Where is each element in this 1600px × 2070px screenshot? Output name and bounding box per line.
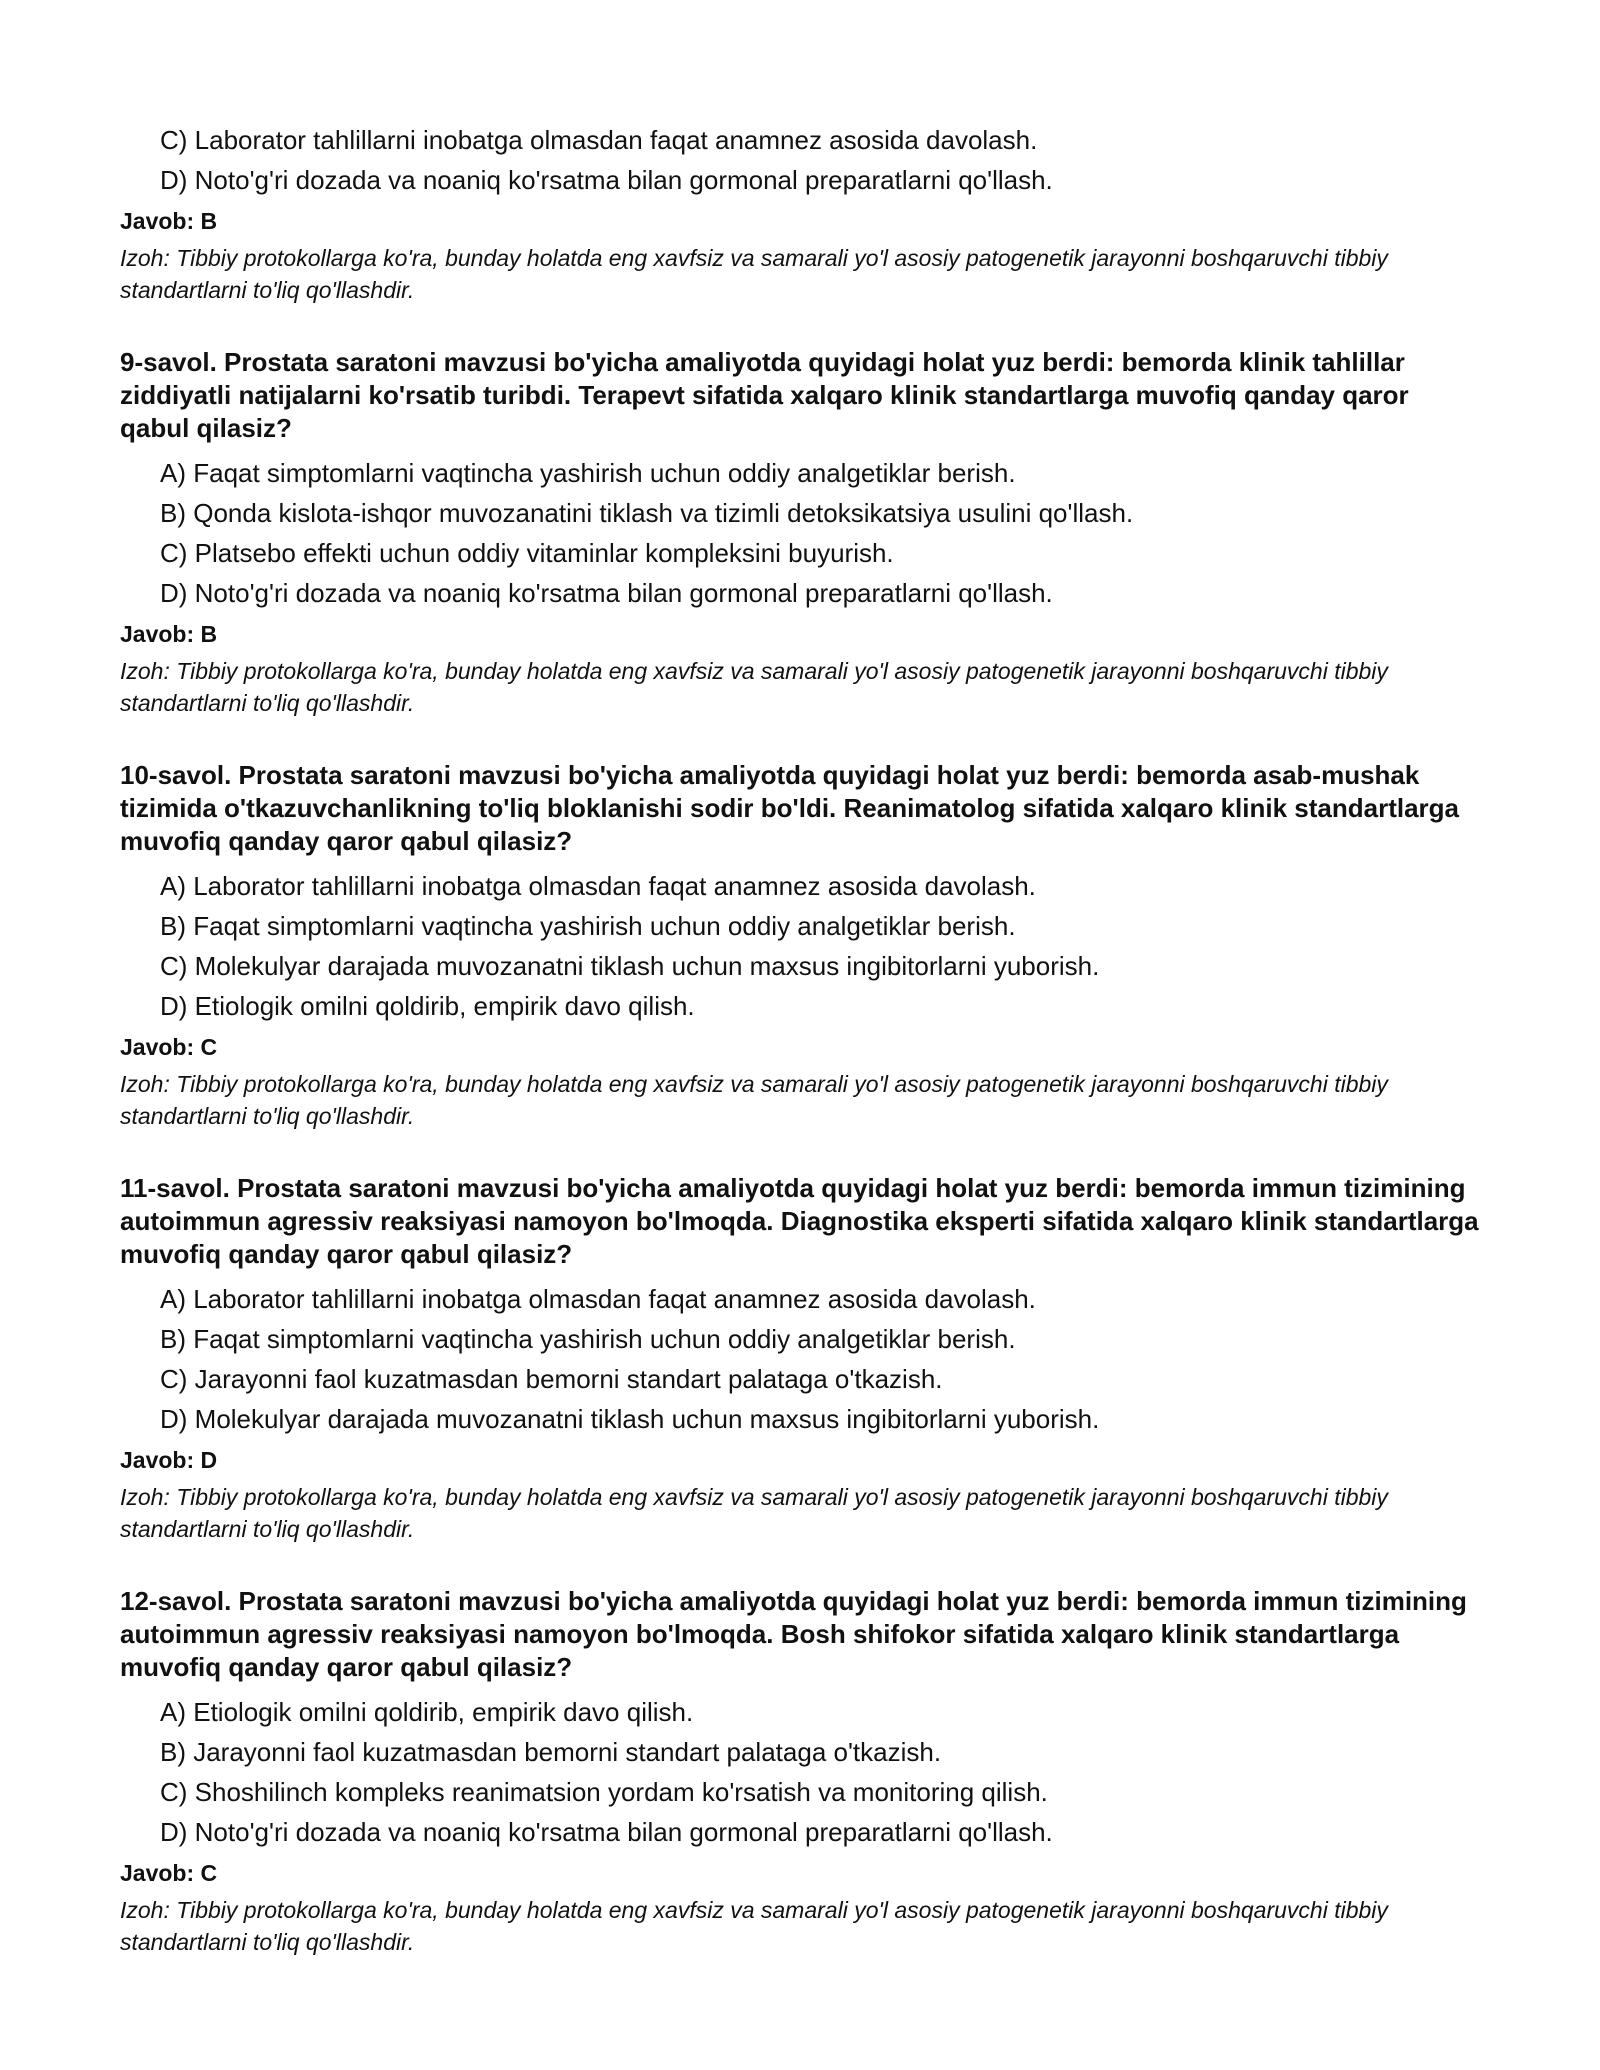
option-a: A) Laborator tahlillarni inobatga olmasdan faqat anamnez asosida davolash. [160,871,1036,901]
option-a: A) Faqat simptomlarni vaqtincha yashirish uchun oddiy analgetiklar berish. [160,458,1016,488]
answer-label: Javob: C [120,1860,218,1886]
option-d: D) Molekulyar darajada muvozanatni tiklash uchun maxsus ingibitorlarni yuborish. [160,1404,1100,1434]
explanation-note: Izoh: Tibbiy protokollarga ko'ra, bunday holatda eng xavfsiz va samarali yo'l asosiy patogenetik jarayonni boshqaruvchi tibbiy standartlarni to'liq qo'llashdir. [120,1484,1388,1542]
option-list [120,453,1480,613]
answer-label: Javob: C [120,1034,218,1060]
option-b: B) Jarayonni faol kuzatmasdan bemorni standart palataga o'tkazish. [160,1737,942,1767]
question-title: 9-savol. Prostata saratoni mavzusi bo'yicha amaliyotda quyidagi holat yuz berdi: bemorda klinik tahlillar ziddiyatli natijalarni ko'rsatib turibdi. Terapevt sifatida xalqaro klinik standartlarga muvofiq qanday qaror qabul qilasiz? [120,347,1409,443]
option-d: D) Noto'g'ri dozada va noaniq ko'rsatma bilan gormonal preparatlarni qo'llash. [160,578,1053,608]
option-c: C) Molekulyar darajada muvozanatni tiklash uchun maxsus ingibitorlarni yuborish. [160,951,1100,981]
option-d: D) Noto'g'ri dozada va noaniq ko'rsatma bilan gormonal preparatlarni qo'llash. [160,1817,1053,1847]
option-c: C) Shoshilinch kompleks reanimatsion yordam ko'rsatish va monitoring qilish. [160,1777,1048,1807]
answer-label: Javob: B [120,621,218,647]
option-b: B) Qonda kislota-ishqor muvozanatini tiklash va tizimli detoksikatsiya usulini qo'llash. [160,498,1134,528]
question-title: 10-savol. Prostata saratoni mavzusi bo'yicha amaliyotda quyidagi holat yuz berdi: bemorda asab-mushak tizimida o'tkazuvchanlikning to'liq bloklanishi sodir bo'ldi. Reanimatolog sifatida xalqaro klinik standartlarga muvofiq qanday qaror qabul qilasiz? [120,760,1459,856]
option-list [120,866,1480,1026]
option-d: D) Noto'g'ri dozada va noaniq ko'rsatma bilan gormonal preparatlarni qo'llash. [160,165,1053,195]
option-c: C) Jarayonni faol kuzatmasdan bemorni standart palataga o'tkazish. [160,1364,943,1394]
document-page [120,120,1480,1958]
option-d: D) Etiologik omilni qoldirib, empirik davo qilish. [160,991,695,1021]
answer-label: Javob: B [120,208,218,234]
question-title: 12-savol. Prostata saratoni mavzusi bo'yicha amaliyotda quyidagi holat yuz berdi: bemorda immun tizimining autoimmun agressiv reaksiyasi namoyon bo'lmoqda. Bosh shifokor sifatida xalqaro klinik standartlarga muvofiq qanday qaror qabul qilasiz? [120,1586,1467,1682]
question-9 [120,346,1480,719]
question-11 [120,1172,1480,1545]
option-list [120,1692,1480,1852]
explanation-note: Izoh: Tibbiy protokollarga ko'ra, bunday holatda eng xavfsiz va samarali yo'l asosiy patogenetik jarayonni boshqaruvchi tibbiy standartlarni to'liq qo'llashdir. [120,1897,1388,1955]
explanation-note: Izoh: Tibbiy protokollarga ko'ra, bunday holatda eng xavfsiz va samarali yo'l asosiy patogenetik jarayonni boshqaruvchi tibbiy standartlarni to'liq qo'llashdir. [120,245,1388,303]
option-c: C) Platsebo effekti uchun oddiy vitaminlar kompleksini buyurish. [160,538,894,568]
explanation-note: Izoh: Tibbiy protokollarga ko'ra, bunday holatda eng xavfsiz va samarali yo'l asosiy patogenetik jarayonni boshqaruvchi tibbiy standartlarni to'liq qo'llashdir. [120,1071,1388,1129]
option-list [120,120,1480,200]
option-list [120,1279,1480,1439]
option-a: A) Etiologik omilni qoldirib, empirik davo qilish. [160,1697,694,1727]
answer-label: Javob: D [120,1447,218,1473]
option-a: A) Laborator tahlillarni inobatga olmasdan faqat anamnez asosida davolash. [160,1284,1036,1314]
question-title: 11-savol. Prostata saratoni mavzusi bo'yicha amaliyotda quyidagi holat yuz berdi: bemorda immun tizimining autoimmun agressiv reaksiyasi namoyon bo'lmoqda. Diagnostika eksperti sifatida xalqaro klinik standartlarga muvofiq qanday qaror qabul qilasiz? [120,1173,1479,1269]
explanation-note: Izoh: Tibbiy protokollarga ko'ra, bunday holatda eng xavfsiz va samarali yo'l asosiy patogenetik jarayonni boshqaruvchi tibbiy standartlarni to'liq qo'llashdir. [120,658,1388,716]
question-8-fragment [120,120,1480,306]
question-12 [120,1585,1480,1958]
option-b: B) Faqat simptomlarni vaqtincha yashirish uchun oddiy analgetiklar berish. [160,1324,1016,1354]
question-10 [120,759,1480,1132]
option-c: C) Laborator tahlillarni inobatga olmasdan faqat anamnez asosida davolash. [160,125,1038,155]
option-b: B) Faqat simptomlarni vaqtincha yashirish uchun oddiy analgetiklar berish. [160,911,1016,941]
